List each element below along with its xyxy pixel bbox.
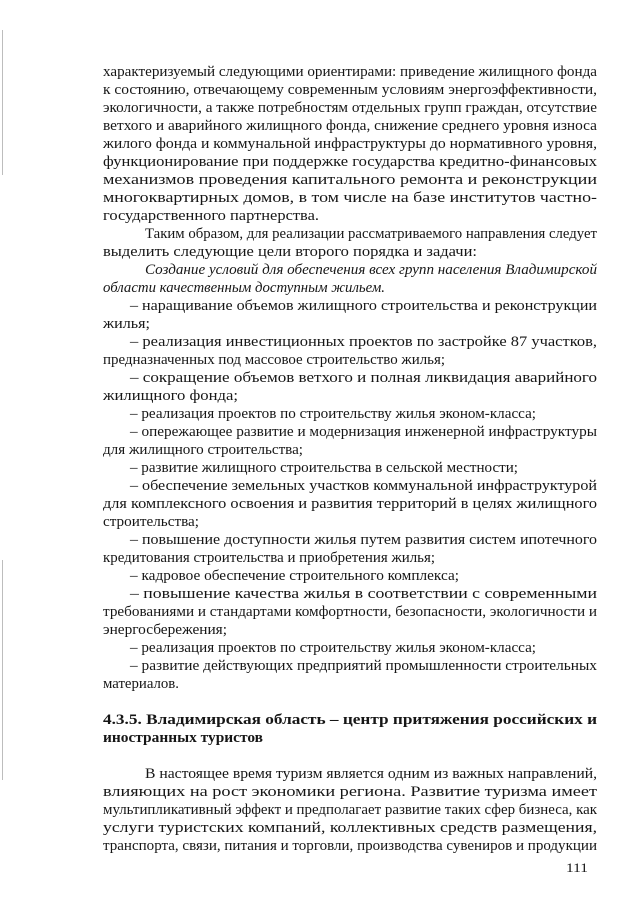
paragraph-line: влияющих на рост экономики региона. Развитие туризма имеет bbox=[103, 784, 597, 800]
list-item-line: для комплексного освоения и развития территорий в целях жилищного bbox=[103, 496, 597, 512]
list-item-line: – повышение доступности жилья путем развития систем ипотечного bbox=[130, 532, 597, 548]
paragraph-line: услуги туристских компаний, коллективных средств размещения, bbox=[103, 820, 597, 836]
paragraph-line: мультипликативный эффект и предполагает развитие таких сфер бизнеса, как bbox=[103, 802, 597, 818]
list-item-line: – сокращение объемов ветхого и полная ликвидация аварийного bbox=[130, 370, 597, 386]
list-item-line: – наращивание объемов жилищного строительства и реконструкции bbox=[130, 298, 597, 314]
paragraph-line: жилого фонда и коммунальной инфраструктуры до нормативного уровня, bbox=[103, 136, 597, 152]
list-item-line: – развитие жилищного строительства в сельской местности; bbox=[130, 460, 518, 476]
page-number: 111 bbox=[566, 860, 588, 875]
list-item-line: – обеспечение земельных участков коммунальной инфраструктурой bbox=[130, 478, 597, 494]
paragraph-line: механизмов проведения капитального ремонта и реконструкции bbox=[103, 172, 597, 188]
paragraph-line: Таким образом, для реализации рассматриваемого направления следует bbox=[145, 226, 597, 242]
paragraph-line: транспорта, связи, питания и торговли, производства сувениров и продукции bbox=[103, 838, 597, 854]
section-heading: иностранных туристов bbox=[103, 730, 263, 746]
paragraph-line: характеризуемый следующими ориентирами: приведение жилищного фонда bbox=[103, 64, 597, 80]
list-item-line: строительства; bbox=[103, 514, 199, 530]
list-item-line: требованиями и стандартами комфортности, безопасности, экологичности и bbox=[103, 604, 597, 620]
scan-edge-mark bbox=[2, 30, 3, 175]
paragraph-line: многоквартирных домов, в том числе на базе институтов частно- bbox=[103, 190, 597, 206]
list-item-line: – реализация проектов по строительству жилья эконом-класса; bbox=[130, 640, 536, 656]
list-item-line: материалов. bbox=[103, 676, 179, 692]
paragraph-line: выделить следующие цели второго порядка и задачи: bbox=[103, 244, 477, 260]
list-item-line: для жилищного строительства; bbox=[103, 442, 303, 458]
list-item-line: – кадровое обеспечение строительного комплекса; bbox=[130, 568, 459, 584]
italic-goal-line: области качественным доступным жильем. bbox=[103, 280, 385, 296]
italic-goal-line: Создание условий для обеспечения всех групп населения Владимирской bbox=[145, 262, 597, 278]
section-heading: 4.3.5. Владимирская область – центр притяжения российских и bbox=[103, 712, 597, 728]
list-item-line: предназначенных под массовое строительство жилья; bbox=[103, 352, 445, 368]
paragraph-line: экологичности, а также потребностям отдельных групп граждан, отсутствие bbox=[103, 100, 597, 116]
list-item-line: – повышение качества жилья в соответствии с современными bbox=[130, 586, 597, 602]
list-item-line: – реализация проектов по строительству жилья эконом-класса; bbox=[130, 406, 536, 422]
paragraph-line: функционирование при поддержке государства кредитно-финансовых bbox=[103, 154, 597, 170]
list-item-line: – реализация инвестиционных проектов по застройке 87 участков, bbox=[130, 334, 597, 350]
list-item-line: жилищного фонда; bbox=[103, 388, 238, 404]
paragraph-line: к состоянию, отвечающему современным условиям энергоэффективности, bbox=[103, 82, 597, 98]
list-item-line: жилья; bbox=[103, 316, 150, 332]
list-item-line: кредитования строительства и приобретения жилья; bbox=[103, 550, 435, 566]
paragraph-line: ветхого и аварийного жилищного фонда, снижение среднего уровня износа bbox=[103, 118, 597, 134]
list-item-line: энергосбережения; bbox=[103, 622, 227, 638]
paragraph-line: государственного партнерства. bbox=[103, 208, 319, 224]
list-item-line: – опережающее развитие и модернизация инженерной инфраструктуры bbox=[130, 424, 597, 440]
paragraph-line: В настоящее время туризм является одним из важных направлений, bbox=[145, 766, 597, 782]
list-item-line: – развитие действующих предприятий промышленности строительных bbox=[130, 658, 597, 674]
scan-edge-mark bbox=[2, 560, 3, 780]
